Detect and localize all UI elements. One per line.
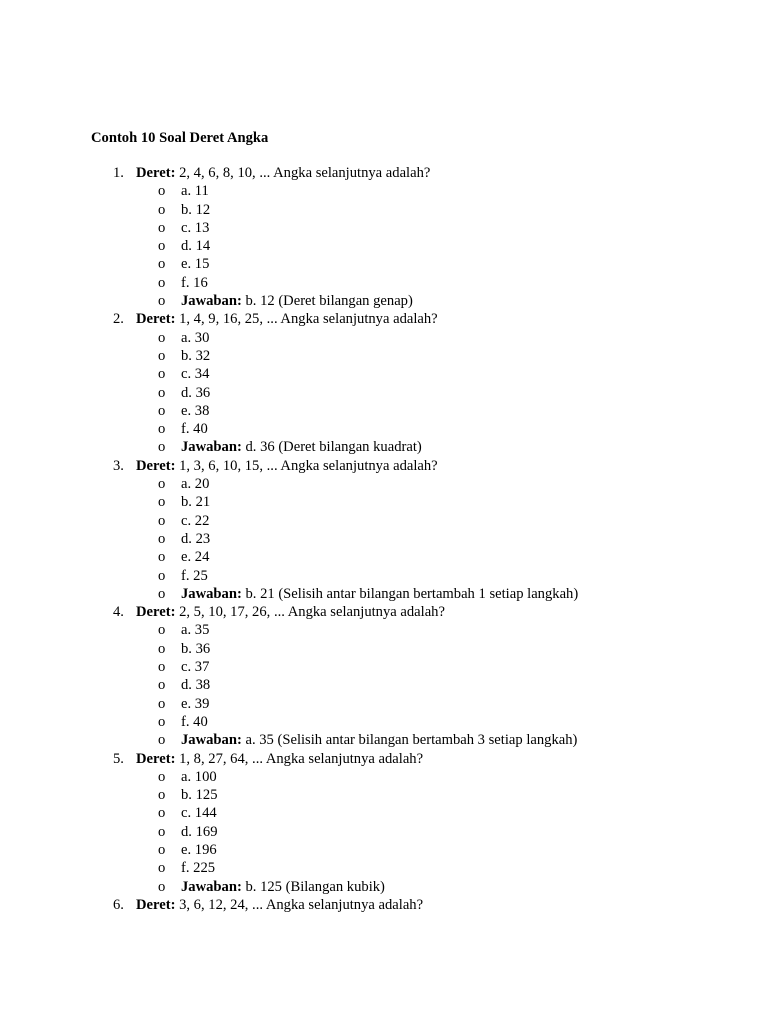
option-text: d. 36 [181, 384, 211, 401]
bullet-marker: o [158, 622, 166, 639]
bullet-marker: o [158, 567, 166, 584]
option-text: c. 22 [181, 512, 210, 529]
bullet-marker: o [158, 183, 166, 200]
bullet-marker: o [158, 549, 166, 566]
answer-text-wrapper [181, 292, 413, 310]
bullet-marker: o [158, 787, 166, 804]
option-text: a. 11 [181, 183, 209, 200]
bullet-marker: o [158, 238, 166, 255]
question-label: Deret: [136, 604, 176, 621]
bullet-marker: o [158, 732, 166, 749]
question-series: 1, 8, 27, 64, ... Angka selanjutnya adalah? [175, 750, 424, 767]
option-text: c. 144 [181, 805, 217, 822]
question-number: 1. [113, 165, 124, 181]
answer-text-wrapper [181, 585, 578, 603]
document-title: Contoh 10 Soal Deret Angka [91, 130, 269, 146]
answer-label: Jawaban: [181, 732, 242, 749]
bullet-marker: o [158, 476, 166, 493]
option-text: a. 30 [181, 329, 210, 346]
bullet-marker: o [158, 659, 166, 676]
answer-text: b. 12 (Deret bilangan genap) [241, 293, 413, 310]
question-number: 2. [113, 311, 124, 328]
bullet-marker: o [158, 293, 166, 310]
bullet-marker: o [158, 841, 166, 858]
question-text [136, 896, 423, 914]
option-text: e. 38 [181, 402, 210, 419]
question-text [136, 750, 423, 768]
bullet-marker: o [158, 421, 166, 438]
question-number: 4. [113, 604, 124, 621]
question-series: 1, 4, 9, 16, 25, ... Angka selanjutnya adalah? [175, 311, 438, 328]
answer-text: b. 125 (Bilangan kubik) [241, 878, 385, 895]
question-series: 2, 4, 6, 8, 10, ... Angka selanjutnya adalah? [175, 165, 431, 181]
question-text [136, 457, 438, 475]
option-text: b. 21 [181, 494, 211, 511]
answer-text-wrapper [181, 731, 577, 749]
question-number: 6. [113, 896, 124, 913]
option-text: c. 37 [181, 659, 210, 676]
bullet-marker: o [158, 860, 166, 877]
option-text: e. 39 [181, 695, 210, 712]
option-text: f. 25 [181, 567, 208, 584]
answer-text: a. 35 (Selisih antar bilangan bertambah 3 setiap langkah) [241, 732, 578, 749]
bullet-marker: o [158, 366, 166, 383]
option-text: a. 35 [181, 622, 210, 639]
bullet-marker: o [158, 219, 166, 236]
option-text: d. 38 [181, 677, 211, 694]
option-text: f. 225 [181, 860, 216, 877]
bullet-marker: o [158, 640, 166, 657]
option-text: b. 32 [181, 347, 211, 364]
question-series: 1, 3, 6, 10, 15, ... Angka selanjutnya adalah? [175, 457, 438, 474]
bullet-marker: o [158, 329, 166, 346]
option-text: c. 34 [181, 366, 210, 383]
option-text: e. 24 [181, 549, 210, 566]
bullet-marker: o [158, 768, 166, 785]
option-text: d. 169 [181, 823, 218, 840]
bullet-marker: o [158, 402, 166, 419]
option-text: b. 12 [181, 201, 211, 218]
option-text: b. 125 [181, 787, 218, 804]
bullet-marker: o [158, 512, 166, 529]
question-label: Deret: [136, 165, 176, 181]
bullet-marker: o [158, 713, 166, 730]
question-label: Deret: [136, 896, 176, 913]
question-number: 5. [113, 750, 124, 767]
option-text: f. 40 [181, 713, 208, 730]
bullet-marker: o [158, 347, 166, 364]
question-number: 3. [113, 457, 124, 474]
bullet-marker: o [158, 585, 166, 602]
answer-text: d. 36 (Deret bilangan kuadrat) [241, 439, 422, 456]
bullet-marker: o [158, 201, 166, 218]
option-text: f. 16 [181, 274, 208, 291]
answer-text-wrapper [181, 878, 385, 896]
option-text: a. 100 [181, 768, 217, 785]
option-text: a. 20 [181, 476, 210, 493]
answer-label: Jawaban: [181, 293, 242, 310]
question-label: Deret: [136, 457, 176, 474]
question-series: 2, 5, 10, 17, 26, ... Angka selanjutnya adalah? [175, 604, 445, 621]
bullet-marker: o [158, 494, 166, 511]
answer-label: Jawaban: [181, 439, 242, 456]
option-text: d. 14 [181, 238, 211, 255]
bullet-marker: o [158, 823, 166, 840]
question-text [136, 603, 445, 621]
bullet-marker: o [158, 878, 166, 895]
answer-label: Jawaban: [181, 585, 242, 602]
bullet-marker: o [158, 677, 166, 694]
question-text [136, 164, 430, 182]
answer-label: Jawaban: [181, 878, 242, 895]
option-text: b. 36 [181, 640, 211, 657]
bullet-marker: o [158, 384, 166, 401]
bullet-marker: o [158, 695, 166, 712]
bullet-marker: o [158, 530, 166, 547]
bullet-marker: o [158, 439, 166, 456]
answer-text: b. 21 (Selisih antar bilangan bertambah 1 setiap langkah) [241, 585, 579, 602]
bullet-marker: o [158, 256, 166, 273]
bullet-marker: o [158, 274, 166, 291]
option-text: e. 15 [181, 256, 210, 273]
option-text: d. 23 [181, 530, 211, 547]
question-text [136, 310, 438, 328]
option-text: c. 13 [181, 219, 210, 236]
option-text: e. 196 [181, 841, 217, 858]
question-series: 3, 6, 12, 24, ... Angka selanjutnya adalah? [175, 896, 424, 913]
question-label: Deret: [136, 311, 176, 328]
question-label: Deret: [136, 750, 176, 767]
answer-text-wrapper [181, 438, 422, 456]
bullet-marker: o [158, 805, 166, 822]
option-text: f. 40 [181, 421, 208, 438]
